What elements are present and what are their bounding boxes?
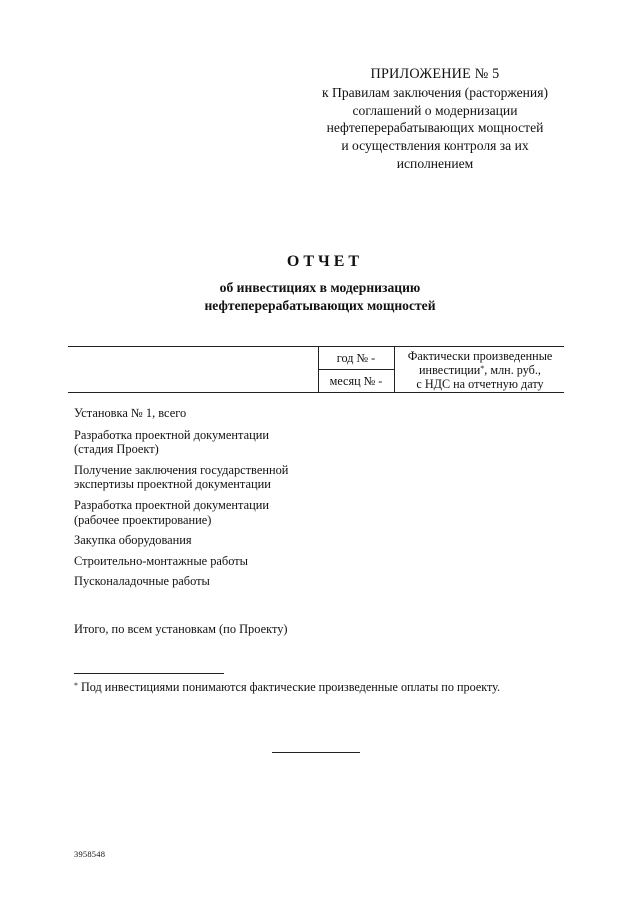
row-label-line: Разработка проектной документации [74,427,269,442]
total-row-label: Итого, по всем установкам (по Проекту) [74,622,288,636]
appendix-line: и осуществления контроля за их [341,138,529,154]
row-label [74,428,354,457]
appendix-line: нефтеперерабатывающих мощностей [326,120,544,136]
row-label [74,498,354,527]
row-label [74,533,354,548]
report-title: ОТЧЕТ [286,253,364,270]
row-label-line: (стадия Проект) [74,442,159,457]
document-code: 3958548 [74,849,106,859]
col3-text: инвестиции [419,363,481,378]
table-mid-line [318,369,394,370]
footnote [74,680,594,695]
appendix-title: ПРИЛОЖЕНИЕ № 5 [370,66,500,82]
appendix-line: к Правилам заключения (расторжения) [322,84,548,100]
appendix-line: исполнением [396,155,474,171]
appendix-header [300,66,570,173]
month-header: месяц № - [329,374,383,388]
footnote-separator [74,673,224,674]
footnote-text: Под инвестициями понимаются фактические произведенные оплаты по проекту. [81,680,501,694]
table-col-divider [394,346,395,392]
table-bottom-line [68,392,564,393]
report-subtitle-line: нефтеперерабатывающих мощностей [204,298,436,313]
col3-text: , млн. руб., [484,363,541,378]
row-labels [74,406,354,589]
row-label-line: Закупка оборудования [74,533,192,548]
actual-investments-header [397,349,563,392]
row-label-line: (рабочее проектирование) [74,512,212,527]
footnote-mark: * [74,681,78,690]
row-label [74,554,354,569]
row-label-line: Пусконаладочные работы [74,574,210,589]
row-label [74,574,354,589]
row-label-line: Получение заключения государственной [74,462,289,477]
report-subtitle [160,279,480,315]
col3-line: Фактически произведенные [407,349,553,363]
row-label-line: экспертизы проектной документации [74,477,271,492]
year-header: год № - [336,351,376,365]
row-label-line: Разработка проектной документации [74,497,269,512]
col3-line: с НДС на отчетную дату [416,377,544,392]
report-subtitle-line: об инвестициях в модернизацию [219,280,421,295]
appendix-line: соглашений о модернизации [352,102,518,118]
end-separator [272,752,360,753]
col3-line [397,363,563,377]
row-label-line: Строительно-монтажные работы [74,553,249,568]
row-label-line: Установка № 1, всего [74,406,187,420]
table-top-line [68,346,564,347]
footnote-ref-mark: * [480,364,485,374]
row-label [74,406,354,421]
row-label [74,463,354,492]
